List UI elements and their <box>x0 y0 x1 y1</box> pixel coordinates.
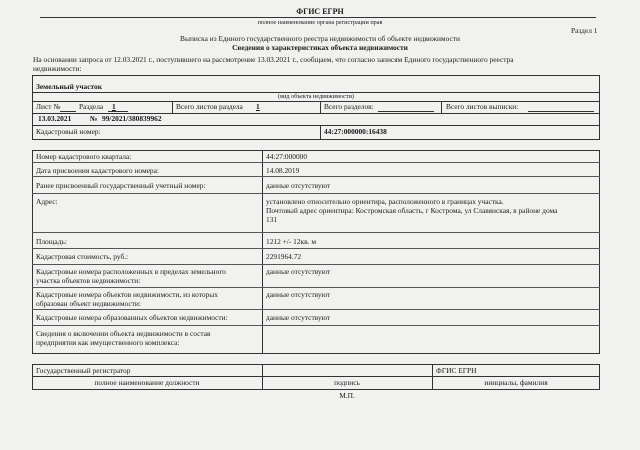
total-sections-label: Всего разделов: <box>324 102 374 111</box>
section-label: Раздела <box>79 102 104 111</box>
table-row <box>32 309 600 325</box>
row-value: данные отсутствуют <box>266 181 331 190</box>
object-type: Земельный участок <box>36 82 103 91</box>
table-row <box>32 162 600 176</box>
extract-number: 99/2021/380839962 <box>102 114 162 123</box>
extract-title: Выписка из Единого государственного реестра недвижимости об объекте недвижимости <box>180 34 460 43</box>
cadastral-number-label: Кадастровый номер: <box>36 127 101 136</box>
row-value-2: Почтовый адрес ориентира: Костромская область, г Кострома, ул Славянская, в районе дома <box>266 206 558 215</box>
extract-subtitle: Сведения о характеристиках объекта недвижимости <box>232 43 408 52</box>
sheet-divider-3 <box>441 101 442 113</box>
row-label: Номер кадастрового квартала: <box>36 152 132 161</box>
initials-caption: инициалы, фамилия <box>484 378 548 387</box>
row-label-2: участка объектов недвижимости: <box>36 276 141 285</box>
table-row <box>32 287 600 309</box>
basis-text: На основании запроса от 12.03.2021 г., поступившего на рассмотрение 13.03.2021 г., сообщаем, что согласно записям Единого государственного реестра <box>33 55 514 64</box>
row-label: Площадь: <box>36 237 67 246</box>
table-row <box>32 264 600 287</box>
row-label: Кадастровые номера образованных объектов недвижимости: <box>36 313 228 322</box>
row-value: данные отсутствуют <box>266 290 331 299</box>
cadastral-row-top <box>32 125 600 126</box>
row-value: 14.08.2019 <box>266 166 300 175</box>
row-label: Кадастровые номера объектов недвижимости, из которых <box>36 290 218 299</box>
sheet-label: Лист № <box>36 102 61 111</box>
object-type-caption: (вид объекта недвижимости) <box>278 93 354 100</box>
extract-number-label: № <box>90 114 98 123</box>
total-sections-blank <box>378 111 434 112</box>
table-row <box>32 325 600 354</box>
row-label-2: предприятия как имущественного комплекса: <box>36 338 180 347</box>
top-rule <box>40 17 596 18</box>
total-sheets-extract-label: Всего листов выписки: <box>446 102 519 111</box>
table-row <box>32 193 600 232</box>
section-blank <box>108 111 128 112</box>
section-tag: Раздел 1 <box>571 26 598 35</box>
row-label: Дата присвоения кадастрового номера: <box>36 166 159 175</box>
signature-caption: подпись <box>334 378 360 387</box>
cadastral-divider <box>320 125 321 140</box>
basis-text-2: недвижимости: <box>33 64 82 73</box>
sheet-divider-1 <box>172 101 173 113</box>
row-value: данные отсутствуют <box>266 267 331 276</box>
row-label-2: образован объект недвижимости: <box>36 299 141 308</box>
row-value: 2291964.72 <box>266 252 302 261</box>
org-caption: полное наименование органа регистрации прав <box>257 19 383 26</box>
table-row <box>32 150 600 162</box>
total-sheets-extract-blank <box>528 111 594 112</box>
stamp-label: М.П. <box>339 391 355 400</box>
row-label: Сведения о включении объекта недвижимости в состав <box>36 329 211 338</box>
row-label: Ранее присвоенный государственный учетный номер: <box>36 181 206 190</box>
row-value: данные отсутствуют <box>266 313 331 322</box>
row-value: 44:27:000000 <box>266 152 308 161</box>
table-row <box>32 232 600 248</box>
sheet-divider-2 <box>320 101 321 113</box>
signature-row-divider <box>32 376 600 377</box>
cadastral-number-value: 44:27:000000:16438 <box>324 127 387 136</box>
row-label: Кадастровые номера расположенных в пределах земельного <box>36 267 226 276</box>
extract-date: 13.03.2021 <box>38 114 72 123</box>
total-sheets-section-label: Всего листов раздела <box>176 102 243 111</box>
row-label: Кадастровая стоимость, руб.: <box>36 252 129 261</box>
table-row <box>32 248 600 264</box>
row-value: установлено относительно ориентира, расположенного в границах участка. <box>266 197 504 206</box>
table-row <box>32 176 600 193</box>
row-value-3: 131 <box>266 215 278 224</box>
registrar-title: Государственный регистратор <box>36 366 131 375</box>
sheet-blank <box>60 111 76 112</box>
row-label: Адрес: <box>36 197 58 206</box>
registrar-org: ФГИС ЕГРН <box>436 366 477 375</box>
section-number: 1 <box>112 102 116 111</box>
total-sheets-section-number: 1 <box>256 102 260 111</box>
row-value: 1212 +/- 12кв. м <box>266 237 317 246</box>
position-caption: полное наименование должности <box>94 378 200 387</box>
org-name: ФГИС ЕГРН <box>296 7 344 16</box>
